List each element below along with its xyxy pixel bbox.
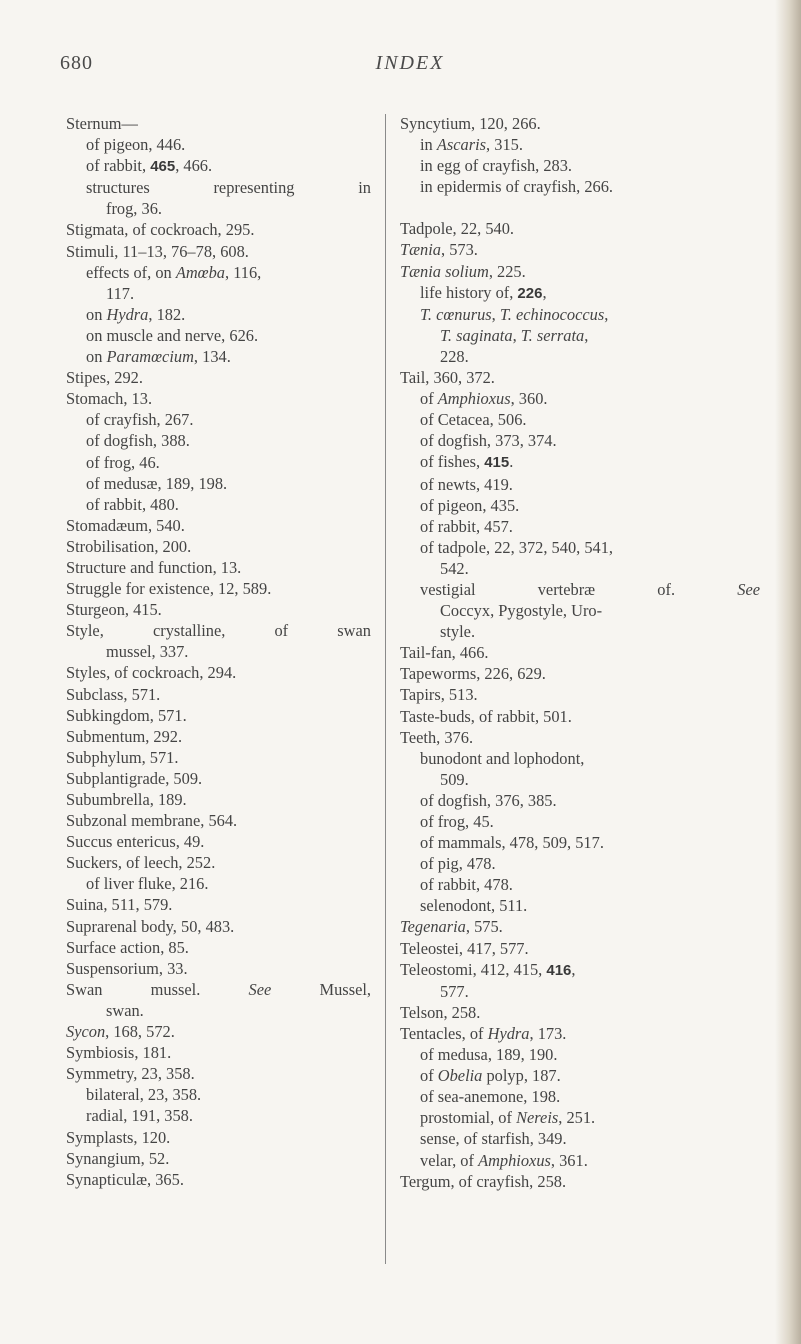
entry-text: of dogfish, 373, 374. [420,431,557,451]
entry-text: mussel, 337. [106,642,189,662]
entry-text: of dogfish, 388. [86,431,190,451]
index-entry [400,1023,760,1044]
entry-text: of fishes, [420,452,485,472]
entry-text: in epidermis of crayfish, 266. [420,177,613,197]
index-subentry [400,1065,760,1086]
entry-text: Tentacles, of [400,1023,488,1043]
entry-text: velar, of [420,1150,479,1170]
entry-text: of [420,1066,438,1086]
index-subentry [400,304,760,325]
index-entry [66,705,371,726]
entry-text: , [604,304,609,324]
entry-text: Subplantigrade, 509. [66,768,203,788]
entry-text: , [542,282,547,302]
entry-text: of rabbit, [86,156,151,176]
italic-term: Tænia [400,240,441,260]
entry-text: , 573. [441,240,478,260]
index-entry [400,261,760,282]
entry-text: of [420,389,438,409]
entry-text: Styles, of cockroach, 294. [66,663,237,683]
index-subentry [66,430,371,451]
index-subentry [400,895,760,916]
entry-text: , 168, 572. [105,1022,175,1042]
entry-text: Suckers, of leech, 252. [66,853,216,873]
index-entry [66,684,371,705]
entry-text: frog, 36. [106,199,162,219]
italic-term: Sycon [66,1022,106,1042]
entry-text: Coccyx, Pygostyle, Uro- [440,601,603,621]
entry-text: of rabbit, 480. [86,494,179,514]
page-edge-shadow [775,0,801,1344]
entry-text: , 134. [193,347,231,367]
index-entry [66,789,371,810]
italic-term: T. echinococcus [499,304,605,324]
index-entry [66,536,371,557]
index-entry [66,916,371,937]
entry-text: of pigeon, 435. [420,495,520,515]
column-divider [385,114,386,1264]
italic-term: Tegenaria [400,917,466,937]
index-entry [400,218,760,239]
index-subentry [400,176,760,197]
index-entry [66,1042,371,1063]
index-subentry [400,1128,760,1149]
entry-text: 542. [440,558,469,578]
entry-text: Surface action, 85. [66,937,189,957]
index-subentry [66,198,371,219]
entry-text: Symbiosis, 181. [66,1043,172,1063]
index-entry [66,810,371,831]
index-subentry [66,641,371,662]
entry-text: bilateral, 23, 358. [86,1085,202,1105]
index-entry [66,367,371,388]
index-subentry [66,177,371,198]
entry-text: Stomach, 13. [66,389,153,409]
italic-term: See [737,579,760,599]
entry-text: sense, of starfish, 349. [420,1129,567,1149]
entry-text: 117. [106,283,135,303]
index-entry [400,367,760,388]
index-entry [66,388,371,409]
index-entry [66,599,371,620]
index-subentry [400,282,760,304]
index-entry [66,557,371,578]
italic-term: Amœba [175,262,225,282]
index-entry [66,894,371,915]
entry-text: of medusæ, 189, 198. [86,473,228,493]
entry-text: of mammals, 478, 509, 517. [420,833,604,853]
index-column-left [66,113,371,1190]
italic-term: T. serrata [520,325,585,345]
index-entry [66,1169,371,1190]
entry-text: effects of, on [86,262,176,282]
entry-text: of sea-anemone, 198. [420,1087,561,1107]
entry-text: Tapirs, 513. [400,685,478,705]
index-subentry [400,495,760,516]
index-subentry [66,873,371,894]
italic-term: Paramœcium [106,347,194,367]
entry-text: Suina, 511, 579. [66,895,173,915]
entry-text: Stimuli, 11–13, 76–78, 608. [66,241,249,261]
index-subentry [400,325,760,346]
entry-text: Teeth, 376. [400,727,474,747]
entry-text: vestigial vertebræ of. [420,579,738,599]
index-subentry [66,325,371,346]
entry-text: polyp, 187. [482,1066,561,1086]
index-entry [400,663,760,684]
index-subentry [66,409,371,430]
entry-text: Stomadæum, 540. [66,515,185,535]
entry-text: Struggle for existence, 12, 589. [66,579,272,599]
entry-text: , 575. [465,917,503,937]
index-subentry [66,304,371,325]
index-entry [400,642,760,663]
entry-text: Succus entericus, 49. [66,832,205,852]
italic-term: Nereis [516,1108,559,1128]
index-subentry [66,262,371,283]
index-entry [66,662,371,683]
entry-text: , [512,325,521,345]
entry-text: Symplasts, 120. [66,1127,171,1147]
italic-term: Amphioxus [478,1150,551,1170]
index-subentry [400,1107,760,1128]
entry-text: , [571,959,576,979]
italic-term: T. saginata [440,325,513,345]
entry-text: of Cetacea, 506. [420,410,527,430]
entry-text: Tergum, of crayfish, 258. [400,1171,567,1191]
index-entry [400,684,760,705]
entry-text: Subkingdom, 571. [66,705,187,725]
entry-text: on [86,347,107,367]
index-entry [66,620,371,641]
entry-text: Suprarenal body, 50, 483. [66,916,235,936]
entry-text: Subzonal membrane, 564. [66,811,238,831]
entry-text: Style, crystalline, of swan [66,621,371,641]
bold-page-ref: 226 [517,284,543,302]
running-title: INDEX [375,52,445,74]
index-entry [66,831,371,852]
bold-page-ref: 465 [150,158,176,176]
entry-text: Syncytium, 120, 266. [400,114,541,133]
entry-text: of pig, 478. [420,854,496,874]
bold-page-ref: 415 [484,454,510,472]
italic-term: Obelia [437,1066,483,1086]
entry-text: Swan mussel. [66,979,249,999]
entry-text: structures representing in [86,178,371,198]
italic-term: See [248,979,272,999]
entry-text: 509. [440,769,469,789]
italic-term: T. cœnurus [420,304,492,324]
entry-text: on [86,304,107,324]
entry-text: Subclass, 571. [66,684,161,704]
index-subentry [400,409,760,430]
index-entry [400,706,760,727]
index-subentry [400,451,760,473]
entry-text: style. [440,622,476,642]
entry-text: Synapticulæ, 365. [66,1169,184,1189]
index-subentry [400,748,760,769]
index-entry [66,1148,371,1169]
entry-text: , [584,325,589,345]
entry-text: life history of, [420,282,518,302]
bold-page-ref: 416 [546,961,572,979]
entry-text: of rabbit, 478. [420,875,513,895]
entry-text: radial, 191, 358. [86,1106,193,1126]
index-entry [66,1127,371,1148]
entry-text: prostomial, of [420,1108,517,1128]
index-entry [66,958,371,979]
entry-text: of liver fluke, 216. [86,874,209,894]
index-entry [400,959,760,981]
entry-text: Suspensorium, 33. [66,958,188,978]
entry-text: , 182. [148,304,186,324]
entry-text: selenodont, 511. [420,896,528,916]
entry-text: Submentum, 292. [66,726,183,746]
italic-term: Hydra [487,1023,530,1043]
index-subentry [400,769,760,790]
index-subentry [66,473,371,494]
index-subentry [66,283,371,304]
index-entry [66,241,371,262]
index-subentry [400,388,760,409]
entry-text: in egg of crayfish, 283. [420,156,573,176]
index-subentry [400,981,760,1002]
index-entry [66,1021,371,1042]
entry-text: of rabbit, 457. [420,516,513,536]
entry-text: of medusa, 189, 190. [420,1045,558,1065]
entry-text: , 251. [558,1108,596,1128]
index-subentry [400,346,760,367]
index-entry [400,938,760,959]
index-entry [66,113,371,134]
index-entry [400,1002,760,1023]
index-subentry [400,874,760,895]
index-entry [66,578,371,599]
entry-text: Teleostomi, 412, 415, [400,959,547,979]
entry-text: of pigeon, 446. [86,135,186,155]
entry-text: , 466. [175,156,213,176]
index-entry [66,1063,371,1084]
index-subentry [400,516,760,537]
index-subentry [66,1105,371,1126]
entry-text: , [491,304,500,324]
index-entry [66,979,371,1000]
index-subentry [66,134,371,155]
entry-text: Teleostei, 417, 577. [400,938,529,958]
index-subentry [400,579,760,600]
entry-text: Structure and function, 13. [66,557,242,577]
index-entry [66,768,371,789]
entry-text: Subphylum, 571. [66,747,179,767]
index-subentry [66,1084,371,1105]
index-subentry [400,1150,760,1171]
index-entry [66,937,371,958]
entry-text: , 116, [225,262,262,282]
entry-text: , 360. [510,389,548,409]
entry-text: Taste-buds, of rabbit, 501. [400,706,572,726]
entry-text: on muscle and nerve, 626. [86,325,259,345]
italic-term: Ascaris [436,135,487,155]
entry-text: , 361. [550,1150,588,1170]
index-subentry [400,474,760,495]
entry-text: of crayfish, 267. [86,410,194,430]
index-subentry [66,452,371,473]
entry-text: bunodont and lophodont, [420,748,585,768]
index-subentry [66,346,371,367]
entry-text: Tapeworms, 226, 629. [400,664,546,684]
index-entry [400,239,760,260]
index-subentry [66,494,371,515]
index-subentry [400,600,760,621]
entry-text: Tail-fan, 466. [400,643,489,663]
entry-text: Telson, 258. [400,1002,481,1022]
index-subentry [400,853,760,874]
entry-text: , 173. [529,1023,567,1043]
entry-text: 228. [440,346,469,366]
index-entry [66,515,371,536]
entry-text: in [420,135,437,155]
entry-text: of frog, 46. [86,452,160,472]
entry-text: of frog, 45. [420,812,494,831]
entry-text: 577. [440,981,469,1001]
entry-text: Synangium, 52. [66,1148,170,1168]
index-subentry [400,155,760,176]
index-entry [400,113,760,134]
index-subentry [400,134,760,155]
entry-text: swan. [106,1000,144,1020]
index-subentry [400,790,760,811]
entry-text: Sturgeon, 415. [66,600,162,620]
entry-text: of tadpole, 22, 372, 540, 541, [420,537,614,557]
entry-text: Stipes, 292. [66,368,143,388]
entry-text: of newts, 419. [420,474,513,494]
entry-text: of dogfish, 376, 385. [420,790,557,810]
index-entry [66,747,371,768]
index-subentry [400,832,760,853]
entry-text: Symmetry, 23, 358. [66,1064,195,1084]
entry-text: Subumbrella, 189. [66,790,187,809]
index-entry [400,1171,760,1192]
index-entry [66,219,371,240]
index-subentry [400,811,760,832]
page-number: 680 [60,52,93,74]
index-subentry [66,1000,371,1021]
index-subentry [400,537,760,558]
index-entry [66,726,371,747]
entry-text: . [509,452,514,472]
entry-text: Strobilisation, 200. [66,536,192,556]
index-subentry [66,155,371,177]
entry-text: Mussel, [271,979,371,999]
index-entry [66,852,371,873]
index-entry [400,727,760,748]
italic-term: Tænia solium [400,261,489,281]
index-subentry [400,430,760,451]
entry-text: , 315. [486,135,523,155]
entry-text: , 225. [488,261,526,281]
italic-term: Hydra [106,304,149,324]
entry-text: Tadpole, 22, 540. [400,219,515,239]
entry-text: Stigmata, of cockroach, 295. [66,220,255,240]
index-column-right [400,113,760,1192]
index-subentry [400,621,760,642]
italic-term: Amphioxus [437,389,511,409]
entry-text: Sternum— [66,114,138,133]
index-entry [400,916,760,937]
index-subentry [400,1086,760,1107]
index-subentry [400,558,760,579]
entry-text: Tail, 360, 372. [400,368,495,388]
index-subentry [400,1044,760,1065]
page-header [60,52,760,82]
